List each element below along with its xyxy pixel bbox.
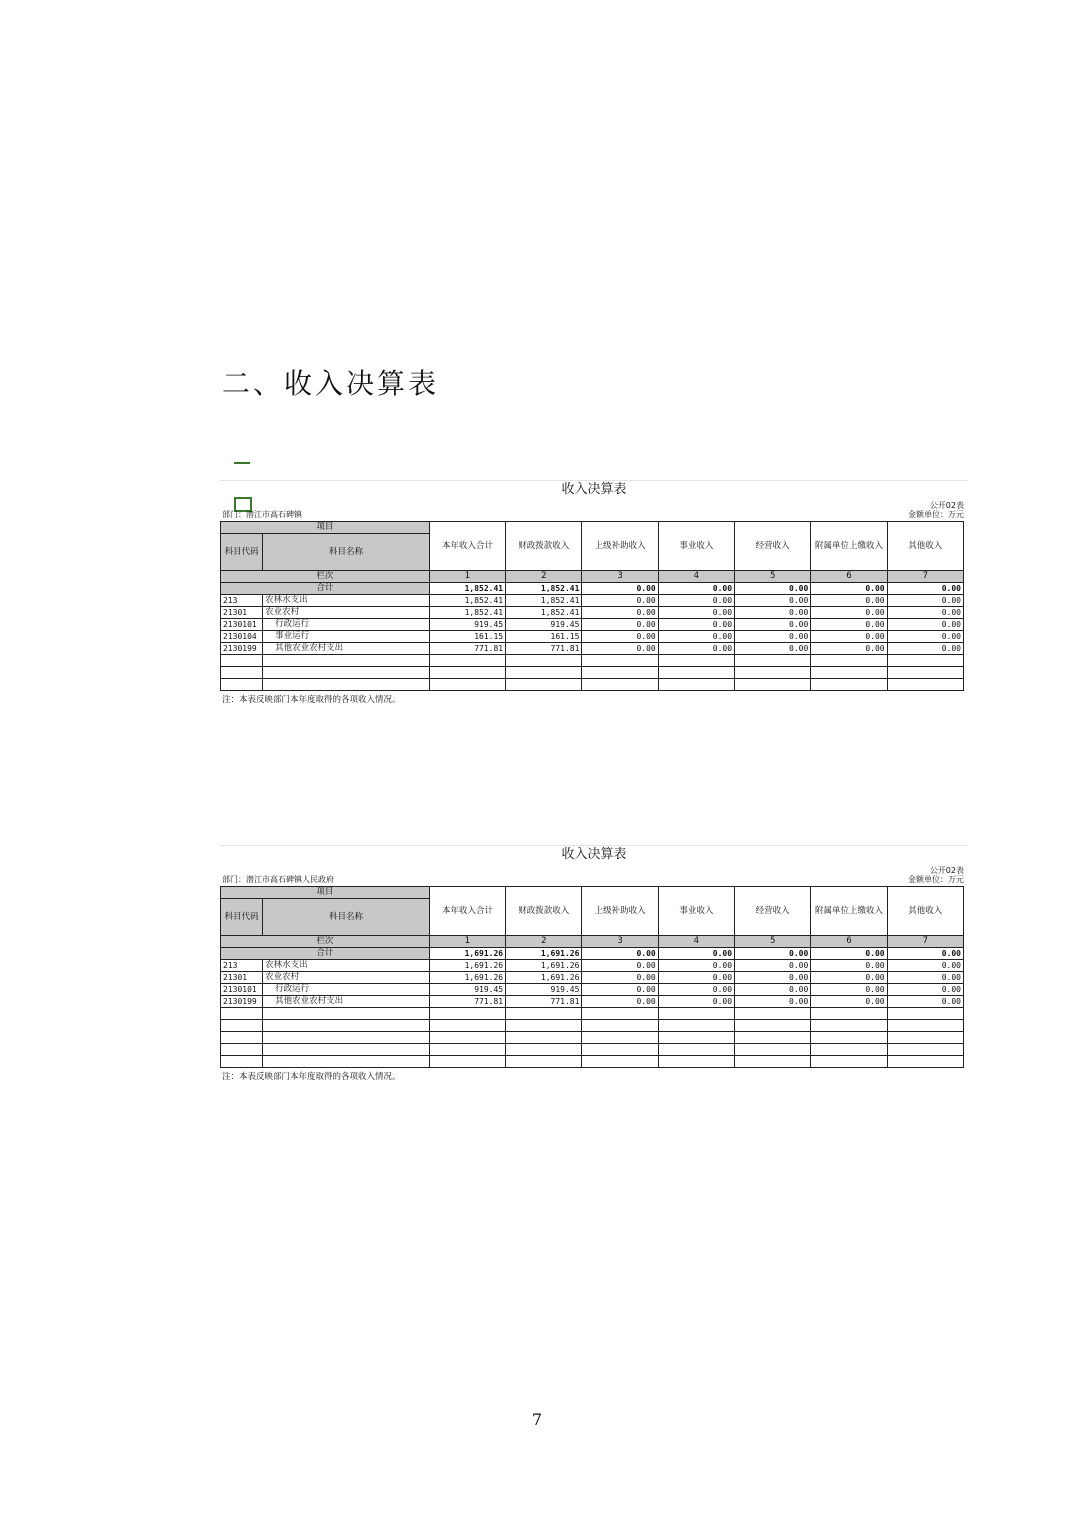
table-meta <box>220 499 968 521</box>
amount-cell: 0.00 <box>811 972 887 984</box>
amount-cell: 771.81 <box>429 996 505 1008</box>
empty-row <box>221 667 964 679</box>
column-number: 4 <box>658 571 734 583</box>
empty-cell <box>429 1056 505 1068</box>
column-header: 本年收入合计 <box>429 522 505 571</box>
empty-cell <box>221 1044 263 1056</box>
amount-cell: 919.45 <box>429 619 505 631</box>
empty-cell <box>735 1044 811 1056</box>
table-row <box>221 595 964 607</box>
amount-cell: 0.00 <box>658 996 734 1008</box>
header-row <box>221 887 964 899</box>
amount-unit: 金额单位：万元 <box>908 510 964 519</box>
amount-cell: 0.00 <box>887 607 963 619</box>
empty-cell <box>582 1008 658 1020</box>
column-header: 经营收入 <box>735 522 811 571</box>
amount-cell: 0.00 <box>887 996 963 1008</box>
amount-cell: 0.00 <box>582 984 658 996</box>
report-id: 公开02表 <box>929 866 964 875</box>
column-header: 附属单位上缴收入 <box>811 887 887 936</box>
empty-cell <box>887 1032 963 1044</box>
column-number: 7 <box>887 571 963 583</box>
amount-cell: 0.00 <box>887 595 963 607</box>
amount-cell: 919.45 <box>506 619 582 631</box>
income-table <box>220 521 964 691</box>
empty-cell <box>263 1020 430 1032</box>
amount-cell: 0.00 <box>658 643 734 655</box>
empty-cell <box>221 1020 263 1032</box>
amount-cell: 0.00 <box>735 619 811 631</box>
header-code: 科目代码 <box>221 899 263 936</box>
amount-cell: 0.00 <box>811 996 887 1008</box>
empty-cell <box>263 679 430 691</box>
empty-cell <box>263 1056 430 1068</box>
empty-row <box>221 655 964 667</box>
table-row <box>221 631 964 643</box>
amount-cell: 0.00 <box>582 960 658 972</box>
amount-cell: 0.00 <box>582 996 658 1008</box>
empty-cell <box>735 1056 811 1068</box>
empty-row <box>221 1020 964 1032</box>
amount-cell: 0.00 <box>582 631 658 643</box>
empty-cell <box>811 679 887 691</box>
empty-cell <box>263 1008 430 1020</box>
amount-cell: 1,691.26 <box>429 960 505 972</box>
column-header: 财政拨款收入 <box>506 887 582 936</box>
amount-cell: 0.00 <box>735 643 811 655</box>
column-header: 上级补助收入 <box>582 887 658 936</box>
empty-cell <box>658 679 734 691</box>
empty-cell <box>887 1008 963 1020</box>
empty-cell <box>735 1020 811 1032</box>
column-number: 5 <box>735 936 811 948</box>
subject-code: 213 <box>221 595 263 607</box>
empty-cell <box>735 655 811 667</box>
amount-cell: 0.00 <box>887 619 963 631</box>
amount-cell: 0.00 <box>658 595 734 607</box>
amount-cell: 0.00 <box>582 643 658 655</box>
empty-cell <box>887 1056 963 1068</box>
amount-cell: 0.00 <box>658 631 734 643</box>
subject-name: 农林水支出 <box>263 595 430 607</box>
total-row <box>221 948 964 960</box>
header-row <box>221 522 964 534</box>
empty-cell <box>506 655 582 667</box>
amount-cell: 0.00 <box>887 960 963 972</box>
total-row <box>221 583 964 595</box>
empty-cell <box>658 1020 734 1032</box>
empty-cell <box>263 1044 430 1056</box>
income-table-2 <box>220 845 968 1082</box>
total-value: 0.00 <box>735 583 811 595</box>
column-number: 6 <box>811 936 887 948</box>
subject-name: 农业农村 <box>263 972 430 984</box>
header-item: 项目 <box>221 522 430 534</box>
subject-code: 2130101 <box>221 619 263 631</box>
column-number: 4 <box>658 936 734 948</box>
amount-cell: 161.15 <box>506 631 582 643</box>
amount-cell: 0.00 <box>735 996 811 1008</box>
amount-cell: 0.00 <box>582 607 658 619</box>
total-value: 1,691.26 <box>506 948 582 960</box>
row-label: 栏次 <box>221 571 430 583</box>
header-code: 科目代码 <box>221 534 263 571</box>
empty-cell <box>506 1056 582 1068</box>
empty-cell <box>263 1032 430 1044</box>
table-row <box>221 984 964 996</box>
table-meta <box>220 864 968 886</box>
column-number: 2 <box>506 936 582 948</box>
column-header: 其他收入 <box>887 522 963 571</box>
empty-cell <box>811 667 887 679</box>
empty-cell <box>887 667 963 679</box>
table-row <box>221 643 964 655</box>
column-number-row <box>221 936 964 948</box>
column-header: 财政拨款收入 <box>506 522 582 571</box>
empty-cell <box>811 1032 887 1044</box>
empty-cell <box>221 667 263 679</box>
column-header: 附属单位上缴收入 <box>811 522 887 571</box>
column-number: 1 <box>429 936 505 948</box>
empty-cell <box>429 679 505 691</box>
amount-cell: 0.00 <box>582 972 658 984</box>
empty-cell <box>582 667 658 679</box>
table-note: 注：本表反映部门本年度取得的各项收入情况。 <box>222 695 401 705</box>
empty-row <box>221 1008 964 1020</box>
empty-cell <box>811 655 887 667</box>
empty-cell <box>221 1056 263 1068</box>
empty-cell <box>221 655 263 667</box>
total-value: 0.00 <box>811 948 887 960</box>
column-number: 3 <box>582 936 658 948</box>
amount-cell: 0.00 <box>811 960 887 972</box>
empty-cell <box>263 667 430 679</box>
empty-cell <box>582 679 658 691</box>
table-title: 收入决算表 <box>220 480 968 499</box>
amount-cell: 1,852.41 <box>429 607 505 619</box>
amount-cell: 1,852.41 <box>506 607 582 619</box>
department-label: 部门：潜江市高石碑镇 <box>222 510 302 519</box>
amount-cell: 0.00 <box>887 631 963 643</box>
subject-code: 2130104 <box>221 631 263 643</box>
row-label: 栏次 <box>221 936 430 948</box>
column-number: 1 <box>429 571 505 583</box>
amount-cell: 0.00 <box>735 595 811 607</box>
empty-cell <box>811 1008 887 1020</box>
column-header: 事业收入 <box>658 887 734 936</box>
amount-cell: 0.00 <box>735 984 811 996</box>
subject-code: 2130101 <box>221 984 263 996</box>
empty-cell <box>887 655 963 667</box>
income-table-1 <box>220 480 968 705</box>
table-row <box>221 996 964 1008</box>
empty-cell <box>887 679 963 691</box>
amount-cell: 771.81 <box>429 643 505 655</box>
amount-cell: 1,691.26 <box>429 972 505 984</box>
amount-cell: 0.00 <box>735 972 811 984</box>
column-header: 上级补助收入 <box>582 522 658 571</box>
empty-row <box>221 1056 964 1068</box>
total-value: 0.00 <box>887 948 963 960</box>
total-value: 1,852.41 <box>506 583 582 595</box>
amount-cell: 0.00 <box>887 972 963 984</box>
empty-cell <box>658 1056 734 1068</box>
empty-cell <box>811 1020 887 1032</box>
total-value: 0.00 <box>582 583 658 595</box>
amount-cell: 919.45 <box>506 984 582 996</box>
subject-code: 213 <box>221 960 263 972</box>
empty-cell <box>506 1008 582 1020</box>
amount-cell: 0.00 <box>658 972 734 984</box>
header-name: 科目名称 <box>263 534 430 571</box>
amount-cell: 0.00 <box>887 984 963 996</box>
total-value: 0.00 <box>735 948 811 960</box>
subject-name: 行政运行 <box>263 984 430 996</box>
header-item: 项目 <box>221 887 430 899</box>
empty-cell <box>506 679 582 691</box>
empty-cell <box>506 1020 582 1032</box>
column-number-row <box>221 571 964 583</box>
empty-cell <box>221 1032 263 1044</box>
empty-cell <box>735 1032 811 1044</box>
empty-cell <box>811 1056 887 1068</box>
subject-name: 农业农村 <box>263 607 430 619</box>
empty-cell <box>506 1032 582 1044</box>
amount-cell: 0.00 <box>658 984 734 996</box>
total-value: 0.00 <box>658 948 734 960</box>
total-value: 0.00 <box>658 583 734 595</box>
amount-cell: 771.81 <box>506 643 582 655</box>
amount-cell: 0.00 <box>811 607 887 619</box>
column-number: 7 <box>887 936 963 948</box>
empty-cell <box>221 679 263 691</box>
amount-cell: 161.15 <box>429 631 505 643</box>
amount-cell: 1,691.26 <box>506 960 582 972</box>
column-header: 经营收入 <box>735 887 811 936</box>
amount-cell: 771.81 <box>506 996 582 1008</box>
empty-cell <box>582 1044 658 1056</box>
section-title: 二、收入决算表 <box>222 367 440 400</box>
subject-name: 行政运行 <box>263 619 430 631</box>
empty-cell <box>658 667 734 679</box>
amount-cell: 0.00 <box>658 960 734 972</box>
empty-cell <box>506 1044 582 1056</box>
amount-cell: 0.00 <box>811 619 887 631</box>
report-id: 公开02表 <box>929 501 964 510</box>
amount-unit: 金额单位：万元 <box>908 875 964 884</box>
empty-cell <box>429 655 505 667</box>
subject-name: 其他农业农村支出 <box>263 643 430 655</box>
total-value: 0.00 <box>811 583 887 595</box>
column-number: 3 <box>582 571 658 583</box>
amount-cell: 0.00 <box>658 607 734 619</box>
amount-cell: 0.00 <box>735 631 811 643</box>
empty-cell <box>429 1032 505 1044</box>
table-row <box>221 619 964 631</box>
empty-row <box>221 1044 964 1056</box>
amount-cell: 0.00 <box>811 984 887 996</box>
column-header: 本年收入合计 <box>429 887 505 936</box>
amount-cell: 0.00 <box>582 595 658 607</box>
amount-cell: 1,852.41 <box>429 595 505 607</box>
empty-cell <box>506 667 582 679</box>
amount-cell: 0.00 <box>811 595 887 607</box>
subject-name: 事业运行 <box>263 631 430 643</box>
total-value: 0.00 <box>887 583 963 595</box>
header-name: 科目名称 <box>263 899 430 936</box>
subject-code: 21301 <box>221 607 263 619</box>
empty-cell <box>658 1032 734 1044</box>
table-row <box>221 607 964 619</box>
income-table <box>220 886 964 1068</box>
empty-cell <box>582 1056 658 1068</box>
column-number: 2 <box>506 571 582 583</box>
empty-cell <box>582 1020 658 1032</box>
total-value: 1,691.26 <box>429 948 505 960</box>
subject-code: 21301 <box>221 972 263 984</box>
amount-cell: 1,852.41 <box>506 595 582 607</box>
total-label: 合计 <box>221 948 430 960</box>
table-row <box>221 972 964 984</box>
subject-code: 2130199 <box>221 643 263 655</box>
empty-cell <box>429 1020 505 1032</box>
empty-cell <box>735 667 811 679</box>
amount-cell: 0.00 <box>735 607 811 619</box>
empty-row <box>221 679 964 691</box>
column-header: 事业收入 <box>658 522 734 571</box>
amount-cell: 0.00 <box>811 631 887 643</box>
total-value: 0.00 <box>582 948 658 960</box>
column-number: 5 <box>735 571 811 583</box>
total-value: 1,852.41 <box>429 583 505 595</box>
empty-row <box>221 1032 964 1044</box>
subject-code: 2130199 <box>221 996 263 1008</box>
table-title: 收入决算表 <box>220 845 968 864</box>
amount-cell: 0.00 <box>887 643 963 655</box>
cell-cursor-bar <box>234 462 250 464</box>
empty-cell <box>263 655 430 667</box>
column-number: 6 <box>811 571 887 583</box>
total-label: 合计 <box>221 583 430 595</box>
amount-cell: 1,691.26 <box>506 972 582 984</box>
empty-cell <box>735 1008 811 1020</box>
amount-cell: 0.00 <box>735 960 811 972</box>
amount-cell: 919.45 <box>429 984 505 996</box>
empty-cell <box>887 1044 963 1056</box>
column-header: 其他收入 <box>887 887 963 936</box>
empty-cell <box>582 655 658 667</box>
empty-cell <box>221 1008 263 1020</box>
empty-cell <box>429 667 505 679</box>
amount-cell: 0.00 <box>582 619 658 631</box>
empty-cell <box>887 1020 963 1032</box>
empty-cell <box>429 1008 505 1020</box>
amount-cell: 0.00 <box>811 643 887 655</box>
page-number: 7 <box>531 1410 543 1429</box>
empty-cell <box>429 1044 505 1056</box>
subject-name: 农林水支出 <box>263 960 430 972</box>
empty-cell <box>811 1044 887 1056</box>
empty-cell <box>658 1008 734 1020</box>
table-note: 注：本表反映部门本年度取得的各项收入情况。 <box>222 1072 401 1082</box>
table-row <box>221 960 964 972</box>
empty-cell <box>658 1044 734 1056</box>
empty-cell <box>658 655 734 667</box>
amount-cell: 0.00 <box>658 619 734 631</box>
empty-cell <box>582 1032 658 1044</box>
department-label: 部门：潜江市高石碑镇人民政府 <box>222 875 334 884</box>
subject-name: 其他农业农村支出 <box>263 996 430 1008</box>
empty-cell <box>735 679 811 691</box>
